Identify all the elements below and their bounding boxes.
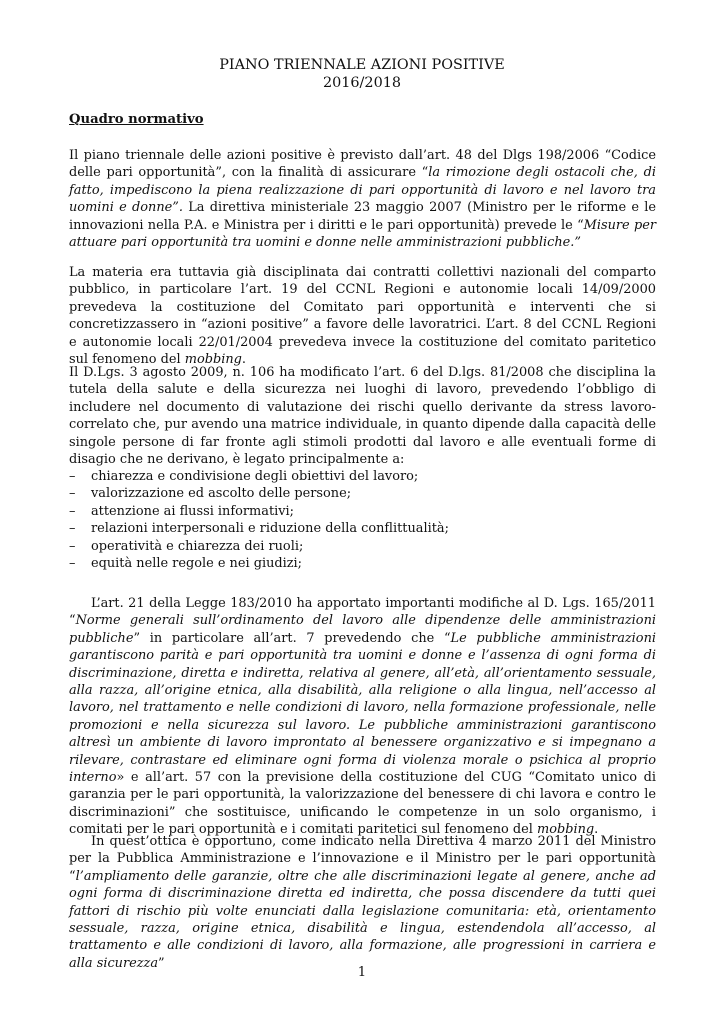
- document-period: 2016/2018: [322, 75, 402, 91]
- dash-bullet: –: [69, 486, 76, 502]
- paragraph-work-stress: Il D.Lgs. 3 agosto 2009, n. 106 ha modificato l’art. 6 del D.lgs. 81/2008 che disciplina la tutela della salute e della sicurezza nei luoghi di lavoro, prevedendo l’obbligo di includere nel documento di valutazione dei rischi quello derivante da stress lavoro-correlato che, pur avendo una matrice individuale, in quanto dipende dalla capacità delle singole persone di far fronte agli stimoli prodotti dal lavoro e alle eventuali forme di disagio che ne derivano, è legato principalmente a:: [69, 365, 656, 468]
- page-number: 1: [357, 965, 367, 980]
- paragraph-collective-contracts: La materia era tuttavia già disciplinata dai contratti collettivi nazionali del comparto pubblico, in particolare l’art. 19 del CCNL Regioni e autonomie locali 14/09/2000 prevedeva la costituzione del Comitato pari opportunità e interventi che si concretizzassero in “azioni positive” a favore delle lavoratrici. L’art. 8 del CCNL Regioni e autonomie locali 22/01/2004 prevedeva invece la costituzione del comitato paritetico sul fenomeno del mobbing.: [69, 265, 656, 368]
- dash-bullet: –: [69, 469, 76, 484]
- dash-bullet: –: [69, 555, 76, 571]
- dash-bullet: –: [69, 538, 76, 554]
- dash-bullet: –: [69, 503, 76, 519]
- paragraph-directive-2011: In quest’ottica è opportuno, come indicato nella Direttiva 4 marzo 2011 del Ministro per la Pubblica Amministrazione e l’innovazione e il Ministro per le pari opportunità “l’ampliamento delle garanzie, oltre che alle discriminazioni legate al genere, anche ad ogni forma di discriminazione diretta ed indiretta, che possa discendere da tutti quei fattori di rischio più volte enunciati dalla legislazione comunitaria: età, orientamento sessuale, razza, origine etnica, disabilità e lingua, estendendola all’accesso, al trattamento e alle condizioni di lavoro, alla formazione, alle progressioni in carriera e alla sicurezza”: [69, 834, 656, 971]
- stress-factors-list: [69, 468, 656, 572]
- dash-bullet: –: [69, 521, 76, 537]
- list-item: – chiarezza e condivisione degli obiettivi del lavoro;: [69, 469, 419, 484]
- list-item: – relazioni interpersonali e riduzione della conflittualità;: [69, 521, 449, 537]
- section-heading: Quadro normativo: [69, 112, 204, 127]
- list-item: – attenzione ai flussi informativi;: [69, 503, 295, 519]
- paragraph-legal-basis: Il piano triennale delle azioni positive è previsto dall’art. 48 del Dlgs 198/2006 “Codice delle pari opportunità”, con la finalità di assicurare “la rimozione degli ostacoli che, di fatto, impediscono la piena realizzazione di pari opportunità di lavoro e nel lavoro tra uomini e donne”. La direttiva ministeriale 23 maggio 2007 (Ministro per le riforme e le innovazioni nella P.A. e Ministra per i diritti e le pari opportunità) prevede le “Misure per attuare pari opportunità tra uomini e donne nelle amministrazioni pubbliche.”: [69, 148, 657, 251]
- document-title: PIANO TRIENNALE AZIONI POSITIVE: [219, 57, 505, 73]
- list-item: – valorizzazione ed ascolto delle persone;: [69, 486, 352, 502]
- list-item: – equità nelle regole e nei giudizi;: [69, 555, 303, 571]
- paragraph-law-183-2010: L’art. 21 della Legge 183/2010 ha apportato importanti modifiche al D. Lgs. 165/2011 “Norme generali sull’ordinamento del lavoro alle dipendenze delle amministrazioni pubbliche” in particolare all’art. 7 prevedendo che “Le pubbliche amministrazioni garantiscono parità e pari opportunità tra uomini e donne e l’assenza di ogni forma di discriminazione, diretta e indiretta, relativa al genere, all’età, all’orientamento sessuale, alla razza, all’origine etnica, alla disabilità, alla religione o alla lingua, nell’accesso al lavoro, nel trattamento e nelle condizioni di lavoro, nella formazione professionale, nelle promozioni e nella sicurezza sul lavoro. Le pubbliche amministrazioni garantiscono altresì un ambiente di lavoro improntato al benessere organizzativo e si impegnano a rilevare, contrastare ed eliminare ogni forma di violenza morale o psichica al proprio interno» e all’art. 57 con la previsione della costituzione del CUG “Comitato unico di garanzia per le pari opportunità, la valorizzazione del benessere di chi lavora e contro le discriminazioni” che sostituisce, unificando le competenze in un solo organismo, i comitati per le pari opportunità e i comitati paritetici sul fenomeno del mobbing.: [69, 596, 656, 838]
- list-item: – operatività e chiarezza dei ruoli;: [69, 538, 304, 554]
